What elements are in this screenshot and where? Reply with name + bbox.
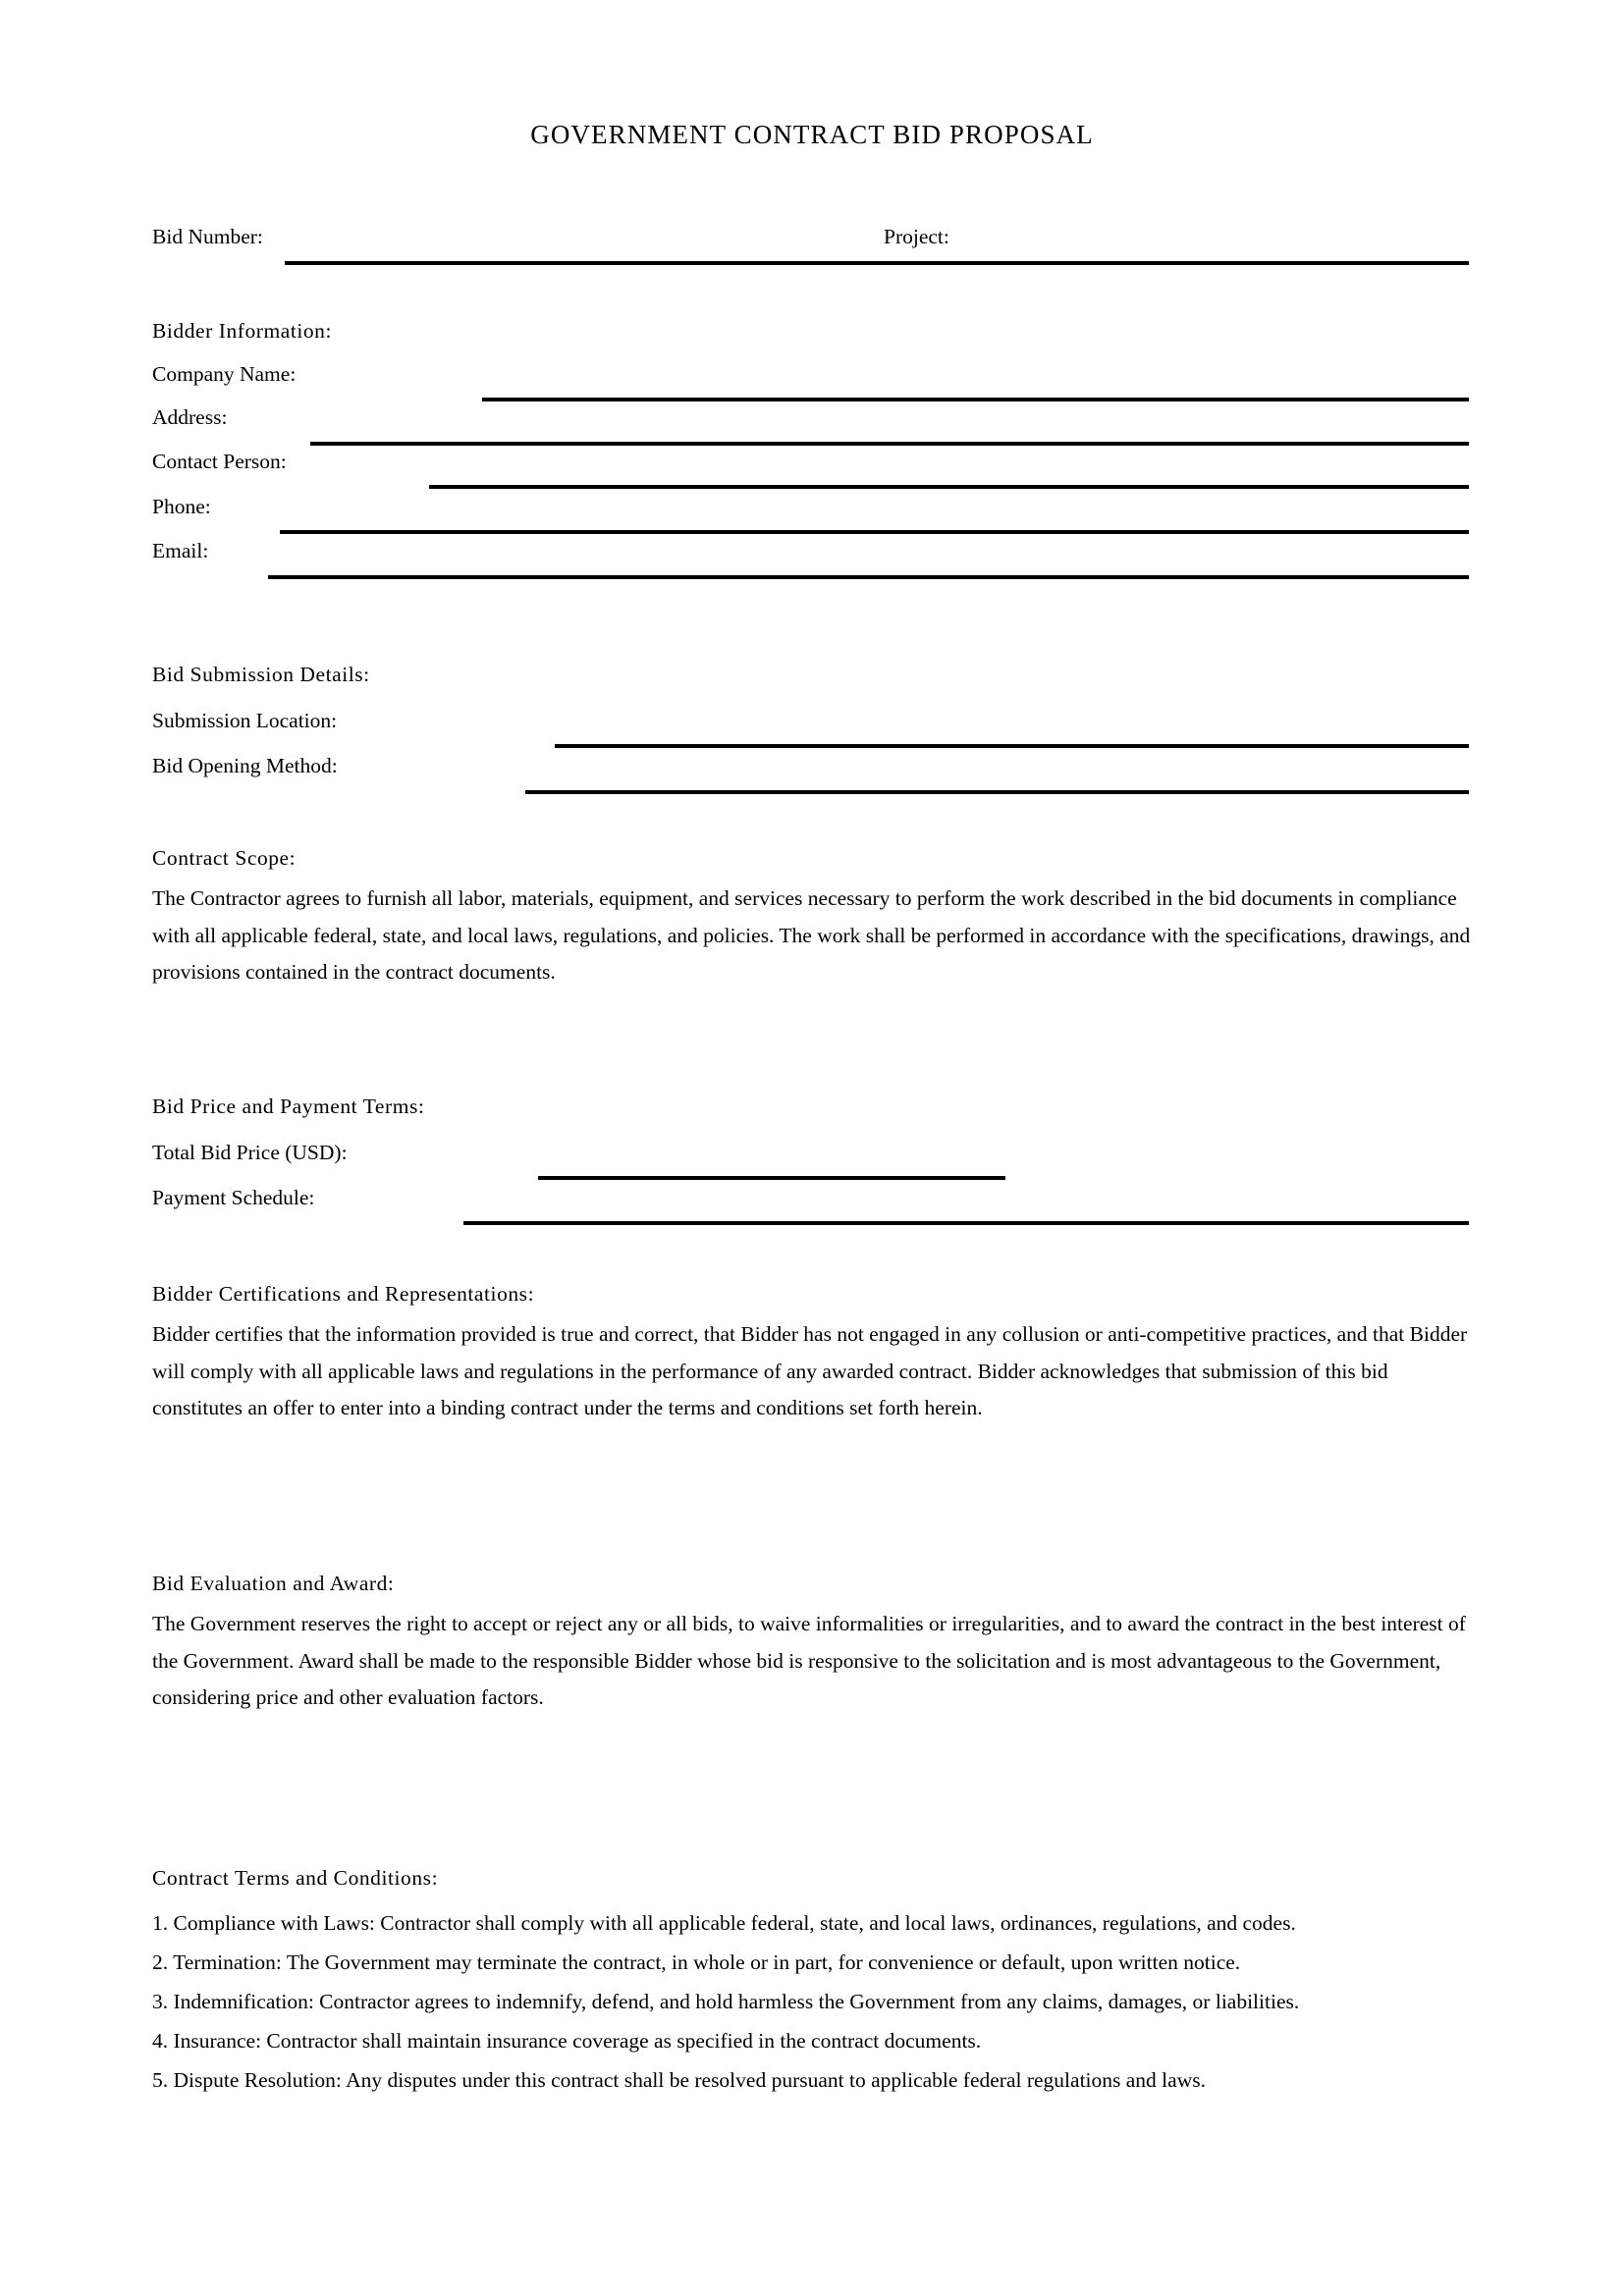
bidder-certifications-heading: Bidder Certifications and Representations: <box>152 1282 535 1306</box>
contract-term-item-3: 3. Indemnification: Contractor agrees to indemnify, defend, and hold harmless the Government from any claims, damages, or liabilities. <box>152 1990 1300 2013</box>
contract-term-item-4: 4. Insurance: Contractor shall maintain insurance coverage as specified in the contract documents. <box>152 2029 982 2053</box>
contract-term-item-5: 5. Dispute Resolution: Any disputes under this contract shall be resolved pursuant to applicable federal regulations and laws. <box>152 2068 1206 2092</box>
contract-term-item-2: 2. Termination: The Government may terminate the contract, in whole or in part, for convenience or default, upon written notice. <box>152 1950 1241 1974</box>
contract-scope-body: The Contractor agrees to furnish all labor, materials, equipment, and services necessary to perform the work described in the bid documents in compliance with all applicable federal, state, and local laws, regulations, and policies. The work shall be performed in accordance with the specifications, drawings, and provisions contained in the contract documents. <box>152 886 1471 985</box>
bid-number-project-input-rule[interactable] <box>285 261 1469 265</box>
payment-schedule-input-rule[interactable] <box>463 1221 1469 1225</box>
contract-term-item-1: 1. Compliance with Laws: Contractor shall comply with all applicable federal, state, and local laws, ordinances, regulations, and codes. <box>152 1911 1296 1935</box>
payment-schedule-label: Payment Schedule: <box>152 1186 315 1209</box>
bid-submission-details-heading: Bid Submission Details: <box>152 663 370 686</box>
bid-evaluation-award-heading: Bid Evaluation and Award: <box>152 1572 395 1595</box>
submission-location-label: Submission Location: <box>152 709 338 732</box>
bid-price-payment-terms-heading: Bid Price and Payment Terms: <box>152 1095 425 1118</box>
address-input-rule[interactable] <box>310 442 1469 446</box>
submission-location-input-rule[interactable] <box>555 744 1469 748</box>
project-label: Project: <box>884 225 949 248</box>
total-bid-price-label: Total Bid Price (USD): <box>152 1141 348 1164</box>
bidder-certifications-body: Bidder certifies that the information provided is true and correct, that Bidder has not engaged in any collusion or anti-competitive practices, and that Bidder will comply with all applicable laws and regulations in the performance of any awarded contract. Bidder acknowledges that submission of this bid constitutes an offer to enter into a binding contract under the terms and conditions set forth herein. <box>152 1322 1468 1420</box>
company-name-input-rule[interactable] <box>482 398 1469 401</box>
bid-number-label: Bid Number: <box>152 225 263 248</box>
page-title: GOVERNMENT CONTRACT BID PROPOSAL <box>530 120 1094 149</box>
phone-input-rule[interactable] <box>280 530 1469 534</box>
phone-label: Phone: <box>152 495 211 518</box>
contract-scope-heading: Contract Scope: <box>152 846 297 870</box>
email-label: Email: <box>152 539 209 562</box>
email-input-rule[interactable] <box>268 575 1469 579</box>
contract-terms-conditions-heading: Contract Terms and Conditions: <box>152 1866 439 1890</box>
contact-person-input-rule[interactable] <box>429 485 1469 489</box>
bid-evaluation-award-body: The Government reserves the right to accept or reject any or all bids, to waive informalities or irregularities, and to award the contract in the best interest of the Government. Award shall be made to the responsible Bidder whose bid is responsive to the solicitation and is most advantageous to the Government, considering price and other evaluation factors. <box>152 1612 1466 1710</box>
contact-person-label: Contact Person: <box>152 450 287 473</box>
company-name-label: Company Name: <box>152 362 297 386</box>
bidder-information-heading: Bidder Information: <box>152 319 333 343</box>
address-label: Address: <box>152 405 228 429</box>
bid-opening-method-label: Bid Opening Method: <box>152 754 338 777</box>
bid-opening-method-input-rule[interactable] <box>525 790 1469 794</box>
total-bid-price-input-rule[interactable] <box>538 1176 1005 1180</box>
